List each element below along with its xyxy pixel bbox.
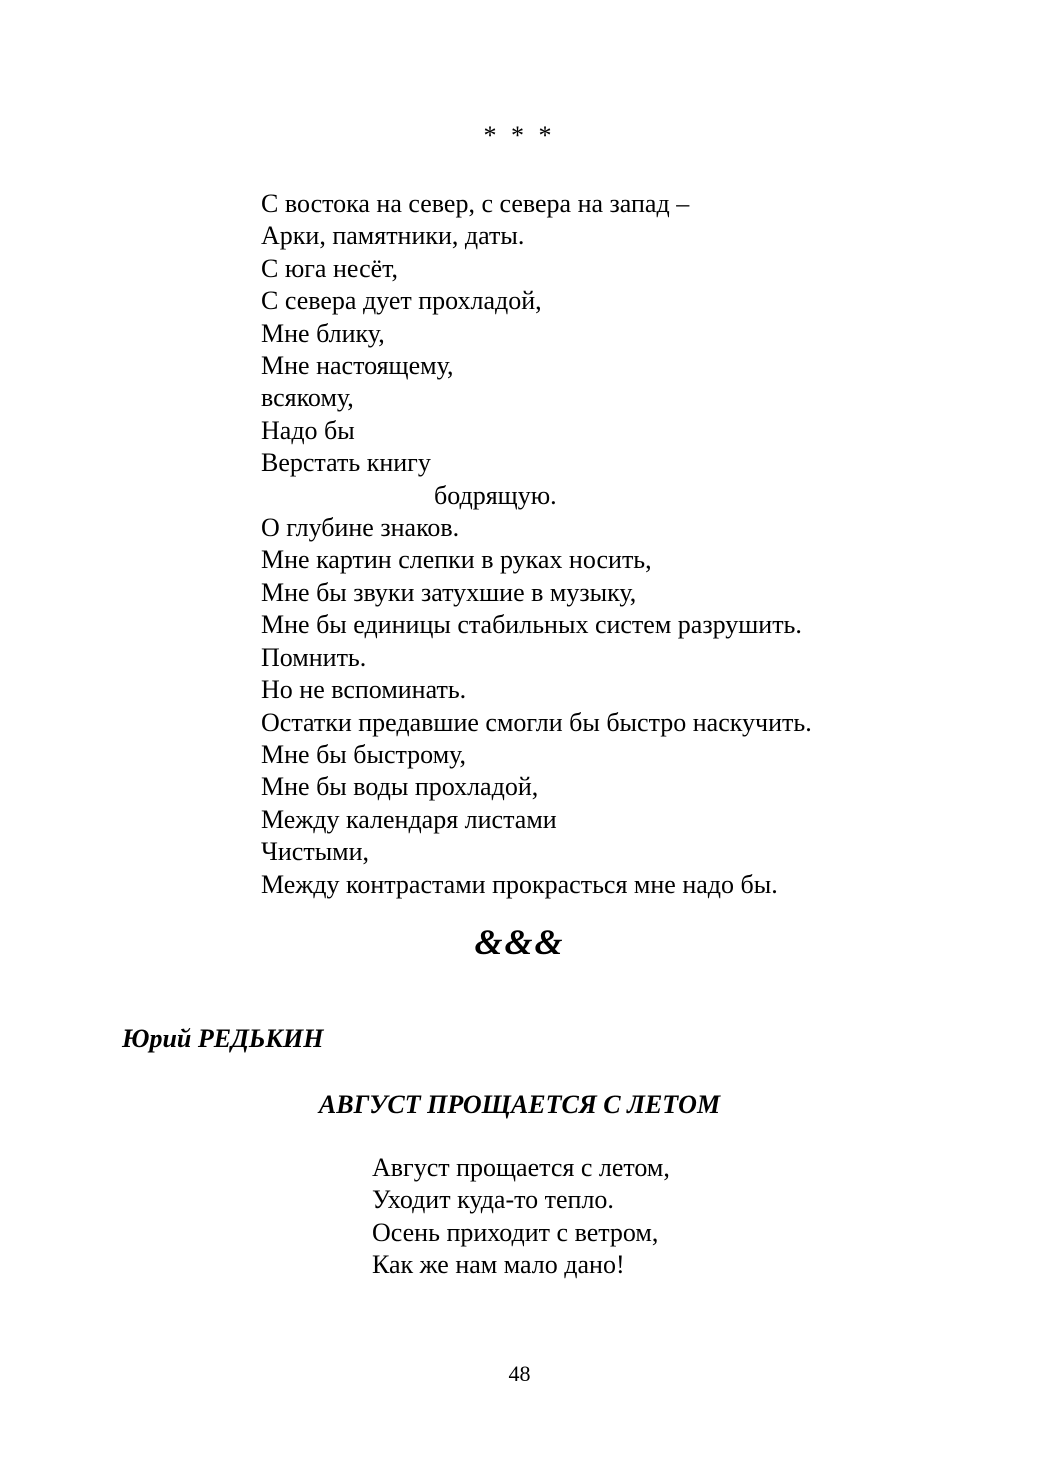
poem-line-indented: бодрящую. (434, 480, 557, 510)
poem-line: Надо бы (261, 415, 355, 445)
poem-line: Остатки предавшие смогли бы быстро наскучить. (261, 707, 812, 737)
poem-untitled (261, 188, 961, 901)
poem-line: Мне картин слепки в руках носить, (261, 545, 652, 575)
poem-line: Арки, памятники, даты. (261, 221, 525, 251)
section-separator: * * * (483, 121, 556, 150)
poem-line: Август прощается с летом, (372, 1153, 670, 1182)
poem-line: Но не вспоминать. (261, 675, 467, 705)
poem-line: Осень приходит с ветром, (372, 1217, 659, 1247)
poem-title: АВГУСТ ПРОЩАЕТСЯ С ЛЕТОМ (318, 1090, 721, 1119)
poem-line: Как же нам мало дано! (372, 1250, 625, 1280)
poem-line: Мне бы единицы стабильных систем разрушить. (261, 610, 802, 640)
page-number: 48 (508, 1361, 531, 1386)
poem-line: всякому, (261, 383, 354, 413)
poem-line: Мне бы быстрому, (261, 739, 467, 769)
poem-line: С востока на север, с севера на запад – (261, 189, 690, 218)
poem-line: С юга несёт, (261, 253, 399, 283)
poem-line: Между контрастами прокрасться мне надо бы. (261, 869, 778, 899)
poem-line: Чистыми, (261, 837, 370, 867)
poem-line: Мне бы воды прохладой, (261, 772, 539, 802)
poem-line: С севера дует прохладой, (261, 286, 542, 316)
poem-line: Верстать книгу (261, 448, 431, 478)
poem-line: Помнить. (261, 642, 367, 672)
poem-line: Уходит куда-то тепло. (372, 1185, 614, 1215)
decorative-ornament: &&& (474, 922, 565, 962)
poem-line: Между календаря листами (261, 804, 557, 834)
poem-line: Мне блику, (261, 318, 385, 348)
poem-line: Мне настоящему, (261, 351, 454, 381)
poem-august (372, 1152, 972, 1282)
poem-line: Мне бы звуки затухшие в музыку, (261, 577, 637, 607)
author-name: Юрий РЕДЬКИН (122, 1024, 324, 1053)
poem-line: О глубине знаков. (261, 513, 460, 543)
